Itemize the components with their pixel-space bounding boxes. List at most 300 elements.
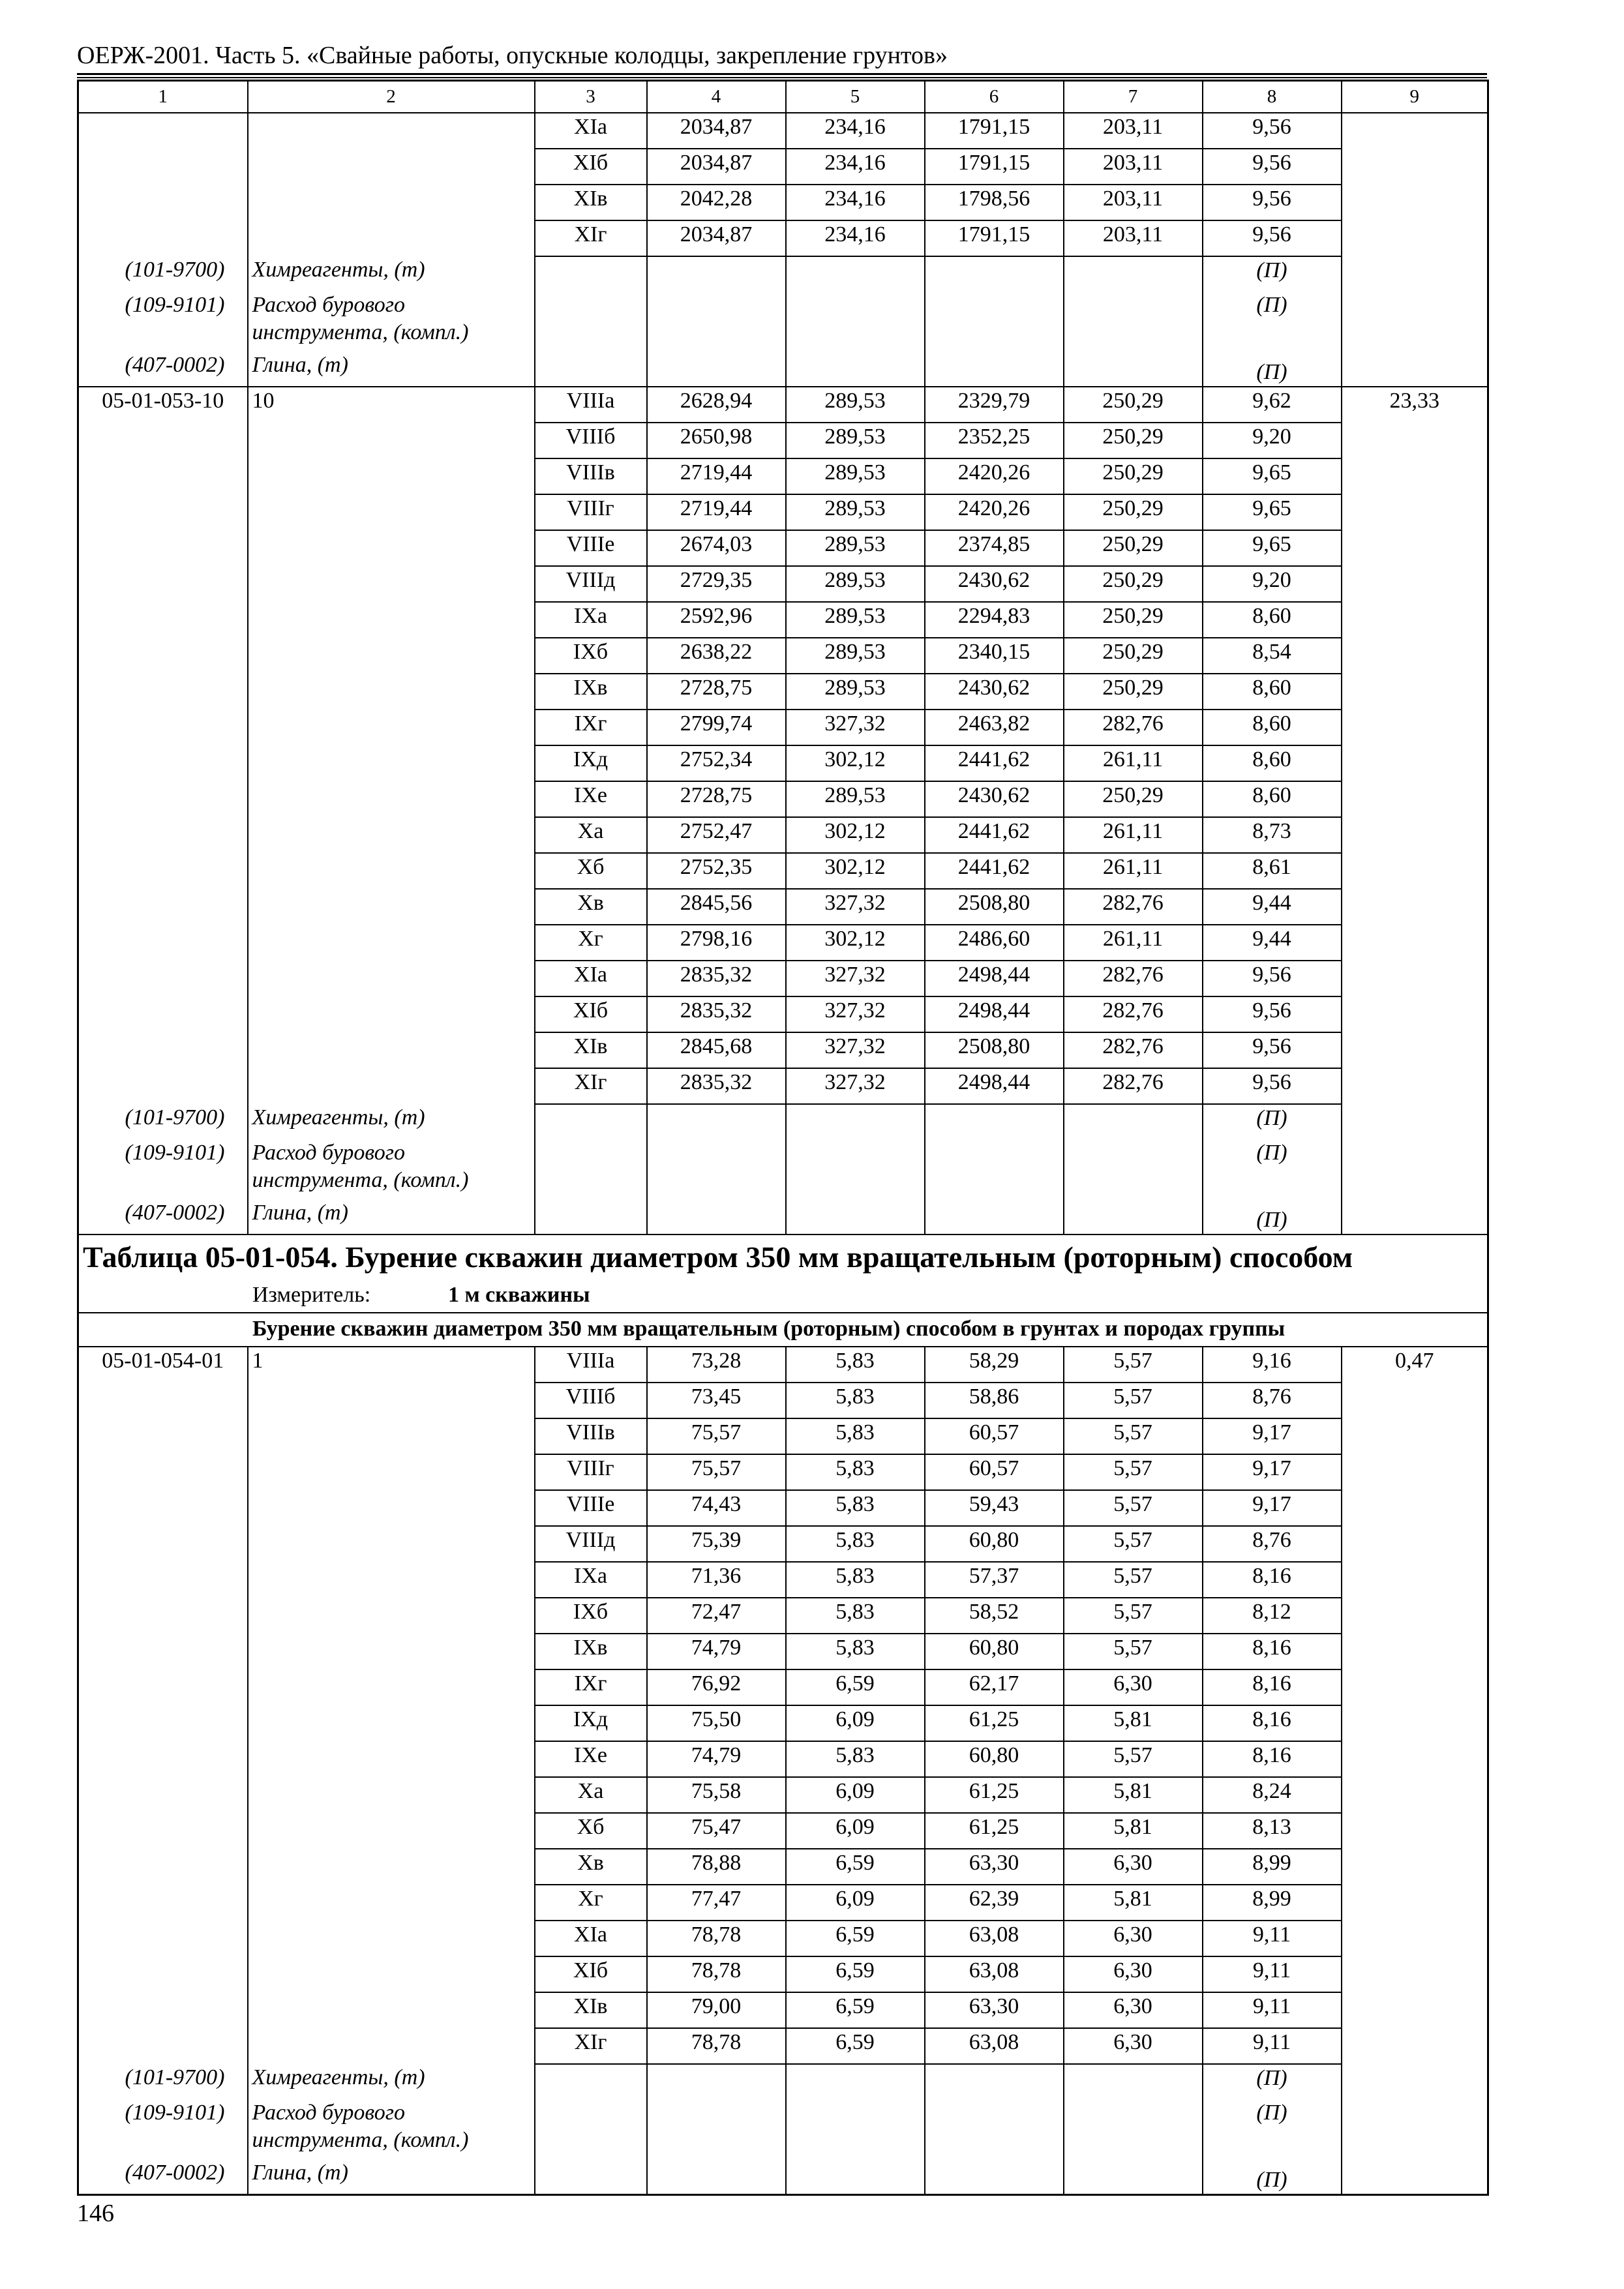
wages-cell: 327,32 bbox=[786, 1032, 925, 1068]
machinists-labor-cell bbox=[1342, 1490, 1488, 1526]
labor-cost-cell: 8,99 bbox=[1203, 1885, 1342, 1921]
machinists-wages-cell: 5,57 bbox=[1064, 1383, 1203, 1418]
machinists-labor-cell bbox=[1342, 1562, 1488, 1598]
empty-cell bbox=[1064, 1199, 1203, 1234]
machinists-wages-cell: 5,81 bbox=[1064, 1885, 1203, 1921]
table-row bbox=[78, 1921, 1488, 1956]
empty-cell bbox=[647, 256, 786, 292]
soil-group-cell: VIIIг bbox=[535, 494, 647, 530]
empty-cell bbox=[925, 2159, 1064, 2195]
table-row bbox=[78, 889, 1488, 925]
rate-number-cell bbox=[248, 2028, 535, 2064]
direct-cost-cell: 79,00 bbox=[647, 1992, 786, 2028]
labor-cost-cell: 8,60 bbox=[1203, 602, 1342, 638]
machinists-wages-cell: 261,11 bbox=[1064, 853, 1203, 889]
rate-code-cell bbox=[78, 1921, 248, 1956]
machinists-labor-cell bbox=[1342, 925, 1488, 961]
wages-cell: 302,12 bbox=[786, 853, 925, 889]
labor-cost-cell: 9,44 bbox=[1203, 925, 1342, 961]
machine-cost-cell: 61,25 bbox=[925, 1777, 1064, 1813]
wages-cell: 327,32 bbox=[786, 996, 925, 1032]
soil-group-cell: VIIIб bbox=[535, 423, 647, 458]
empty-cell bbox=[786, 1139, 925, 1199]
machinists-wages-cell: 5,57 bbox=[1064, 1526, 1203, 1562]
rate-code-cell bbox=[78, 1032, 248, 1068]
empty-cell bbox=[925, 2064, 1064, 2099]
subheading-row bbox=[78, 1313, 1488, 1347]
empty-cell bbox=[535, 2099, 647, 2159]
rate-code-cell bbox=[78, 1383, 248, 1418]
labor-cost-cell: 8,16 bbox=[1203, 1705, 1342, 1741]
resource-mark: (П) bbox=[1203, 2099, 1342, 2159]
machinists-labor-cell bbox=[1342, 602, 1488, 638]
rate-number-cell bbox=[248, 1885, 535, 1921]
machine-cost-cell: 61,25 bbox=[925, 1813, 1064, 1849]
labor-cost-cell: 9,11 bbox=[1203, 1921, 1342, 1956]
machinists-wages-cell: 250,29 bbox=[1064, 638, 1203, 674]
labor-cost-cell: 8,76 bbox=[1203, 1526, 1342, 1562]
soil-group-cell: IXб bbox=[535, 1598, 647, 1634]
empty-cell bbox=[647, 1104, 786, 1139]
labor-cost-cell: 9,65 bbox=[1203, 494, 1342, 530]
machinists-labor-cell bbox=[1342, 423, 1488, 458]
machine-cost-cell: 63,08 bbox=[925, 1921, 1064, 1956]
rate-code-cell bbox=[78, 1813, 248, 1849]
rate-code-cell bbox=[78, 1562, 248, 1598]
machinists-wages-cell: 6,30 bbox=[1064, 1849, 1203, 1885]
machine-cost-cell: 63,30 bbox=[925, 1849, 1064, 1885]
table-row bbox=[78, 1992, 1488, 2028]
table-row bbox=[78, 423, 1488, 458]
table-row bbox=[78, 113, 1488, 149]
direct-cost-cell: 78,78 bbox=[647, 2028, 786, 2064]
rate-number-cell bbox=[248, 185, 535, 220]
resource-row bbox=[78, 256, 1488, 292]
machinists-labor-cell bbox=[1342, 113, 1488, 149]
labor-cost-cell: 9,56 bbox=[1203, 1068, 1342, 1104]
direct-cost-cell: 77,47 bbox=[647, 1885, 786, 1921]
soil-group-cell: IXг bbox=[535, 1669, 647, 1705]
rate-code-cell bbox=[78, 996, 248, 1032]
rate-code-cell bbox=[78, 1777, 248, 1813]
wages-cell: 289,53 bbox=[786, 387, 925, 423]
table-row bbox=[78, 1562, 1488, 1598]
wages-cell: 6,09 bbox=[786, 1777, 925, 1813]
column-number: 9 bbox=[1342, 81, 1488, 113]
empty-cell bbox=[925, 1104, 1064, 1139]
labor-cost-cell: 9,56 bbox=[1203, 220, 1342, 256]
machine-cost-cell: 2329,79 bbox=[925, 387, 1064, 423]
machinists-labor-cell bbox=[1342, 1634, 1488, 1669]
rate-number-cell: 10 bbox=[248, 387, 535, 423]
direct-cost-cell: 71,36 bbox=[647, 1562, 786, 1598]
machinists-labor-cell bbox=[1342, 1418, 1488, 1454]
wages-cell: 6,09 bbox=[786, 1885, 925, 1921]
direct-cost-cell: 72,47 bbox=[647, 1598, 786, 1634]
wages-cell: 5,83 bbox=[786, 1526, 925, 1562]
rate-number-cell bbox=[248, 1777, 535, 1813]
soil-group-cell: XIв bbox=[535, 185, 647, 220]
direct-cost-cell: 2728,75 bbox=[647, 674, 786, 710]
soil-group-cell: Xб bbox=[535, 853, 647, 889]
soil-group-cell: IXе bbox=[535, 1741, 647, 1777]
machinists-wages-cell: 250,29 bbox=[1064, 387, 1203, 423]
resource-code: (407-0002) bbox=[78, 2159, 248, 2195]
soil-group-cell: Xг bbox=[535, 1885, 647, 1921]
rate-number-cell bbox=[248, 530, 535, 566]
machine-cost-cell: 63,08 bbox=[925, 2028, 1064, 2064]
machine-cost-cell: 2294,83 bbox=[925, 602, 1064, 638]
wages-cell: 302,12 bbox=[786, 745, 925, 781]
rate-number-cell bbox=[248, 710, 535, 745]
machinists-wages-cell: 282,76 bbox=[1064, 1068, 1203, 1104]
resource-mark: (П) bbox=[1203, 352, 1342, 387]
wages-cell: 6,59 bbox=[786, 1956, 925, 1992]
machinists-wages-cell: 5,57 bbox=[1064, 1454, 1203, 1490]
labor-cost-cell: 8,60 bbox=[1203, 781, 1342, 817]
empty-cell bbox=[1064, 256, 1203, 292]
machinists-labor-cell bbox=[1342, 1992, 1488, 2028]
rate-number-cell bbox=[248, 1741, 535, 1777]
soil-group-cell: Xв bbox=[535, 889, 647, 925]
wages-cell: 289,53 bbox=[786, 530, 925, 566]
rate-number-cell bbox=[248, 1068, 535, 1104]
labor-cost-cell: 8,99 bbox=[1203, 1849, 1342, 1885]
machine-cost-cell: 63,08 bbox=[925, 1956, 1064, 1992]
machinists-labor-cell bbox=[1342, 1885, 1488, 1921]
column-number: 1 bbox=[78, 81, 248, 113]
machinists-wages-cell: 6,30 bbox=[1064, 1956, 1203, 1992]
rate-number-cell bbox=[248, 996, 535, 1032]
machinists-labor-cell: 0,47 bbox=[1342, 1347, 1488, 1383]
machinists-labor-cell bbox=[1342, 638, 1488, 674]
rate-code-cell bbox=[78, 1598, 248, 1634]
wages-cell: 5,83 bbox=[786, 1741, 925, 1777]
rate-number-cell bbox=[248, 1921, 535, 1956]
table-row bbox=[78, 1068, 1488, 1104]
empty-cell bbox=[1342, 2099, 1488, 2159]
rate-code-cell bbox=[78, 1634, 248, 1669]
machine-cost-cell: 2430,62 bbox=[925, 674, 1064, 710]
rate-code-cell bbox=[78, 925, 248, 961]
direct-cost-cell: 2752,34 bbox=[647, 745, 786, 781]
table-row bbox=[78, 1849, 1488, 1885]
wages-cell: 289,53 bbox=[786, 423, 925, 458]
wages-cell: 289,53 bbox=[786, 674, 925, 710]
rate-number-cell bbox=[248, 1956, 535, 1992]
labor-cost-cell: 8,60 bbox=[1203, 674, 1342, 710]
empty-cell bbox=[786, 2064, 925, 2099]
labor-cost-cell: 8,13 bbox=[1203, 1813, 1342, 1849]
soil-group-cell: IXв bbox=[535, 674, 647, 710]
rate-code-cell bbox=[78, 817, 248, 853]
empty-cell bbox=[1342, 1199, 1488, 1234]
resource-code: (109-9101) bbox=[78, 2099, 248, 2159]
resource-mark: (П) bbox=[1203, 1199, 1342, 1234]
wages-cell: 289,53 bbox=[786, 602, 925, 638]
direct-cost-cell: 2628,94 bbox=[647, 387, 786, 423]
rate-number-cell bbox=[248, 674, 535, 710]
empty-cell bbox=[647, 2099, 786, 2159]
resource-mark: (П) bbox=[1203, 2159, 1342, 2195]
table-row bbox=[78, 494, 1488, 530]
rate-number-cell bbox=[248, 602, 535, 638]
machine-cost-cell: 2486,60 bbox=[925, 925, 1064, 961]
rate-number-cell bbox=[248, 1992, 535, 2028]
table-row bbox=[78, 1490, 1488, 1526]
direct-cost-cell: 2835,32 bbox=[647, 961, 786, 996]
direct-cost-cell: 76,92 bbox=[647, 1669, 786, 1705]
empty-cell bbox=[1342, 256, 1488, 292]
empty-cell bbox=[1342, 292, 1488, 352]
wages-cell: 289,53 bbox=[786, 566, 925, 602]
table-row bbox=[78, 387, 1488, 423]
table-row bbox=[78, 1741, 1488, 1777]
machinists-wages-cell: 250,29 bbox=[1064, 530, 1203, 566]
resource-code: (101-9700) bbox=[78, 2064, 248, 2099]
machine-cost-cell: 2420,26 bbox=[925, 458, 1064, 494]
direct-cost-cell: 2034,87 bbox=[647, 220, 786, 256]
direct-cost-cell: 78,88 bbox=[647, 1849, 786, 1885]
soil-group-cell: XIб bbox=[535, 1956, 647, 1992]
rate-number-cell bbox=[248, 817, 535, 853]
machinists-wages-cell: 261,11 bbox=[1064, 817, 1203, 853]
soil-group-cell: XIг bbox=[535, 2028, 647, 2064]
machine-cost-cell: 2498,44 bbox=[925, 996, 1064, 1032]
resource-mark: (П) bbox=[1203, 2064, 1342, 2099]
labor-cost-cell: 8,16 bbox=[1203, 1669, 1342, 1705]
machinists-wages-cell: 282,76 bbox=[1064, 961, 1203, 996]
direct-cost-cell: 74,79 bbox=[647, 1741, 786, 1777]
soil-group-cell: IXг bbox=[535, 710, 647, 745]
machinists-labor-cell bbox=[1342, 1956, 1488, 1992]
measurement-value: 1 м скважины bbox=[448, 1283, 590, 1307]
resource-mark: (П) bbox=[1203, 1139, 1342, 1199]
labor-cost-cell: 8,12 bbox=[1203, 1598, 1342, 1634]
rate-number-cell bbox=[248, 1598, 535, 1634]
direct-cost-cell: 78,78 bbox=[647, 1956, 786, 1992]
labor-cost-cell: 9,16 bbox=[1203, 1347, 1342, 1383]
machinists-wages-cell: 5,57 bbox=[1064, 1634, 1203, 1669]
soil-group-cell: VIIIв bbox=[535, 458, 647, 494]
rate-number-cell bbox=[248, 745, 535, 781]
machinists-wages-cell: 282,76 bbox=[1064, 996, 1203, 1032]
wages-cell: 6,59 bbox=[786, 1849, 925, 1885]
column-number: 6 bbox=[925, 81, 1064, 113]
soil-group-cell: Xг bbox=[535, 925, 647, 961]
table-title-row bbox=[78, 1234, 1488, 1313]
table-row bbox=[78, 1777, 1488, 1813]
machinists-labor-cell bbox=[1342, 853, 1488, 889]
table-row bbox=[78, 602, 1488, 638]
rate-code-cell bbox=[78, 113, 248, 149]
machinists-labor-cell bbox=[1342, 1921, 1488, 1956]
machinists-labor-cell bbox=[1342, 494, 1488, 530]
resource-row bbox=[78, 352, 1488, 387]
wages-cell: 302,12 bbox=[786, 925, 925, 961]
wages-cell: 5,83 bbox=[786, 1562, 925, 1598]
wages-cell: 327,32 bbox=[786, 961, 925, 996]
empty-cell bbox=[535, 2064, 647, 2099]
wages-cell: 302,12 bbox=[786, 817, 925, 853]
rate-number-cell bbox=[248, 1562, 535, 1598]
rate-number-cell bbox=[248, 1849, 535, 1885]
labor-cost-cell: 9,56 bbox=[1203, 961, 1342, 996]
table-row bbox=[78, 996, 1488, 1032]
resource-mark: (П) bbox=[1203, 292, 1342, 352]
rate-number-cell bbox=[248, 113, 535, 149]
empty-cell bbox=[647, 2159, 786, 2195]
empty-cell bbox=[1064, 1104, 1203, 1139]
soil-group-cell: IXе bbox=[535, 781, 647, 817]
rate-number-cell bbox=[248, 889, 535, 925]
machinists-wages-cell: 6,30 bbox=[1064, 1669, 1203, 1705]
machinists-labor-cell bbox=[1342, 1526, 1488, 1562]
soil-group-cell: VIIIд bbox=[535, 566, 647, 602]
rate-code-cell bbox=[78, 1956, 248, 1992]
machine-cost-cell: 1791,15 bbox=[925, 149, 1064, 185]
empty-cell bbox=[925, 352, 1064, 387]
table-row bbox=[78, 925, 1488, 961]
wages-cell: 327,32 bbox=[786, 710, 925, 745]
empty-cell bbox=[1064, 1139, 1203, 1199]
empty-cell bbox=[1064, 2159, 1203, 2195]
soil-group-cell: VIIIе bbox=[535, 1490, 647, 1526]
machine-cost-cell: 60,57 bbox=[925, 1454, 1064, 1490]
column-number: 4 bbox=[647, 81, 786, 113]
rate-number-cell bbox=[248, 638, 535, 674]
labor-cost-cell: 9,17 bbox=[1203, 1418, 1342, 1454]
empty-cell bbox=[1342, 352, 1488, 387]
table-row bbox=[78, 1032, 1488, 1068]
rate-code-cell bbox=[78, 710, 248, 745]
machinists-wages-cell: 261,11 bbox=[1064, 925, 1203, 961]
resource-row bbox=[78, 1104, 1488, 1139]
labor-cost-cell: 9,56 bbox=[1203, 1032, 1342, 1068]
soil-group-cell: XIб bbox=[535, 149, 647, 185]
wages-cell: 5,83 bbox=[786, 1418, 925, 1454]
wages-cell: 6,59 bbox=[786, 1992, 925, 2028]
machinists-labor-cell bbox=[1342, 1777, 1488, 1813]
direct-cost-cell: 75,57 bbox=[647, 1454, 786, 1490]
machinists-wages-cell: 5,57 bbox=[1064, 1741, 1203, 1777]
rate-number-cell bbox=[248, 458, 535, 494]
rate-code-cell bbox=[78, 1992, 248, 2028]
machine-cost-cell: 2498,44 bbox=[925, 1068, 1064, 1104]
column-number: 7 bbox=[1064, 81, 1203, 113]
rate-code-cell bbox=[78, 149, 248, 185]
soil-group-cell: VIIIд bbox=[535, 1526, 647, 1562]
table-row bbox=[78, 961, 1488, 996]
empty-cell bbox=[786, 1104, 925, 1139]
subheading-text: Бурение скважин диаметром 350 мм вращательным (роторным) способом в грунтах и породах группы bbox=[252, 1317, 1286, 1341]
table-row bbox=[78, 710, 1488, 745]
direct-cost-cell: 75,50 bbox=[647, 1705, 786, 1741]
table-row bbox=[78, 185, 1488, 220]
wages-cell: 5,83 bbox=[786, 1347, 925, 1383]
machine-cost-cell: 58,86 bbox=[925, 1383, 1064, 1418]
empty-cell bbox=[1064, 352, 1203, 387]
labor-cost-cell: 9,20 bbox=[1203, 566, 1342, 602]
rate-code-cell bbox=[78, 638, 248, 674]
labor-cost-cell: 8,60 bbox=[1203, 710, 1342, 745]
empty-cell bbox=[925, 1139, 1064, 1199]
soil-group-cell: XIа bbox=[535, 113, 647, 149]
empty-cell bbox=[1342, 2064, 1488, 2099]
empty-cell bbox=[1064, 2064, 1203, 2099]
table-row bbox=[78, 745, 1488, 781]
rate-code-cell bbox=[78, 2028, 248, 2064]
machine-cost-cell: 60,80 bbox=[925, 1526, 1064, 1562]
empty-cell bbox=[647, 292, 786, 352]
table-row bbox=[78, 566, 1488, 602]
machinists-wages-cell: 203,11 bbox=[1064, 220, 1203, 256]
machinists-wages-cell: 250,29 bbox=[1064, 781, 1203, 817]
table-row bbox=[78, 1454, 1488, 1490]
resource-row bbox=[78, 2159, 1488, 2195]
soil-group-cell: IXд bbox=[535, 1705, 647, 1741]
resource-row bbox=[78, 1199, 1488, 1234]
machinists-labor-cell: 23,33 bbox=[1342, 387, 1488, 423]
wages-cell: 234,16 bbox=[786, 113, 925, 149]
machinists-wages-cell: 250,29 bbox=[1064, 602, 1203, 638]
machinists-wages-cell: 5,81 bbox=[1064, 1813, 1203, 1849]
table-row bbox=[78, 638, 1488, 674]
direct-cost-cell: 75,47 bbox=[647, 1813, 786, 1849]
machine-cost-cell: 1798,56 bbox=[925, 185, 1064, 220]
rate-code-cell bbox=[78, 1741, 248, 1777]
resource-code: (101-9700) bbox=[78, 1104, 248, 1139]
table-row bbox=[78, 853, 1488, 889]
machinists-wages-cell: 6,30 bbox=[1064, 1992, 1203, 2028]
machinists-labor-cell bbox=[1342, 566, 1488, 602]
header-rule-thin bbox=[77, 77, 1487, 78]
machine-cost-cell: 1791,15 bbox=[925, 113, 1064, 149]
table-row bbox=[78, 1383, 1488, 1418]
table-row bbox=[78, 220, 1488, 256]
resource-name: Глина, (т) bbox=[248, 1199, 535, 1234]
rate-number-cell bbox=[248, 1526, 535, 1562]
resource-name: Расход бурового инструмента, (компл.) bbox=[248, 1139, 535, 1199]
direct-cost-cell: 75,39 bbox=[647, 1526, 786, 1562]
rate-number-cell bbox=[248, 925, 535, 961]
soil-group-cell: XIб bbox=[535, 996, 647, 1032]
soil-group-cell: IXа bbox=[535, 1562, 647, 1598]
rate-number-cell bbox=[248, 781, 535, 817]
soil-group-cell: IXд bbox=[535, 745, 647, 781]
direct-cost-cell: 75,57 bbox=[647, 1418, 786, 1454]
machinists-wages-cell: 282,76 bbox=[1064, 710, 1203, 745]
soil-group-cell: XIг bbox=[535, 1068, 647, 1104]
rate-number-cell bbox=[248, 423, 535, 458]
wages-cell: 6,59 bbox=[786, 1669, 925, 1705]
column-number: 5 bbox=[786, 81, 925, 113]
resource-name: Глина, (т) bbox=[248, 352, 535, 387]
resource-name: Глина, (т) bbox=[248, 2159, 535, 2195]
table-row bbox=[78, 1813, 1488, 1849]
machinists-wages-cell: 250,29 bbox=[1064, 458, 1203, 494]
direct-cost-cell: 2650,98 bbox=[647, 423, 786, 458]
table-row bbox=[78, 1956, 1488, 1992]
rate-number-cell bbox=[248, 1669, 535, 1705]
rate-number-cell bbox=[248, 494, 535, 530]
rate-code-cell bbox=[78, 1885, 248, 1921]
soil-group-cell: XIа bbox=[535, 961, 647, 996]
wages-cell: 6,09 bbox=[786, 1813, 925, 1849]
labor-cost-cell: 9,11 bbox=[1203, 1992, 1342, 2028]
direct-cost-cell: 2729,35 bbox=[647, 566, 786, 602]
page-number: 146 bbox=[77, 2200, 114, 2227]
